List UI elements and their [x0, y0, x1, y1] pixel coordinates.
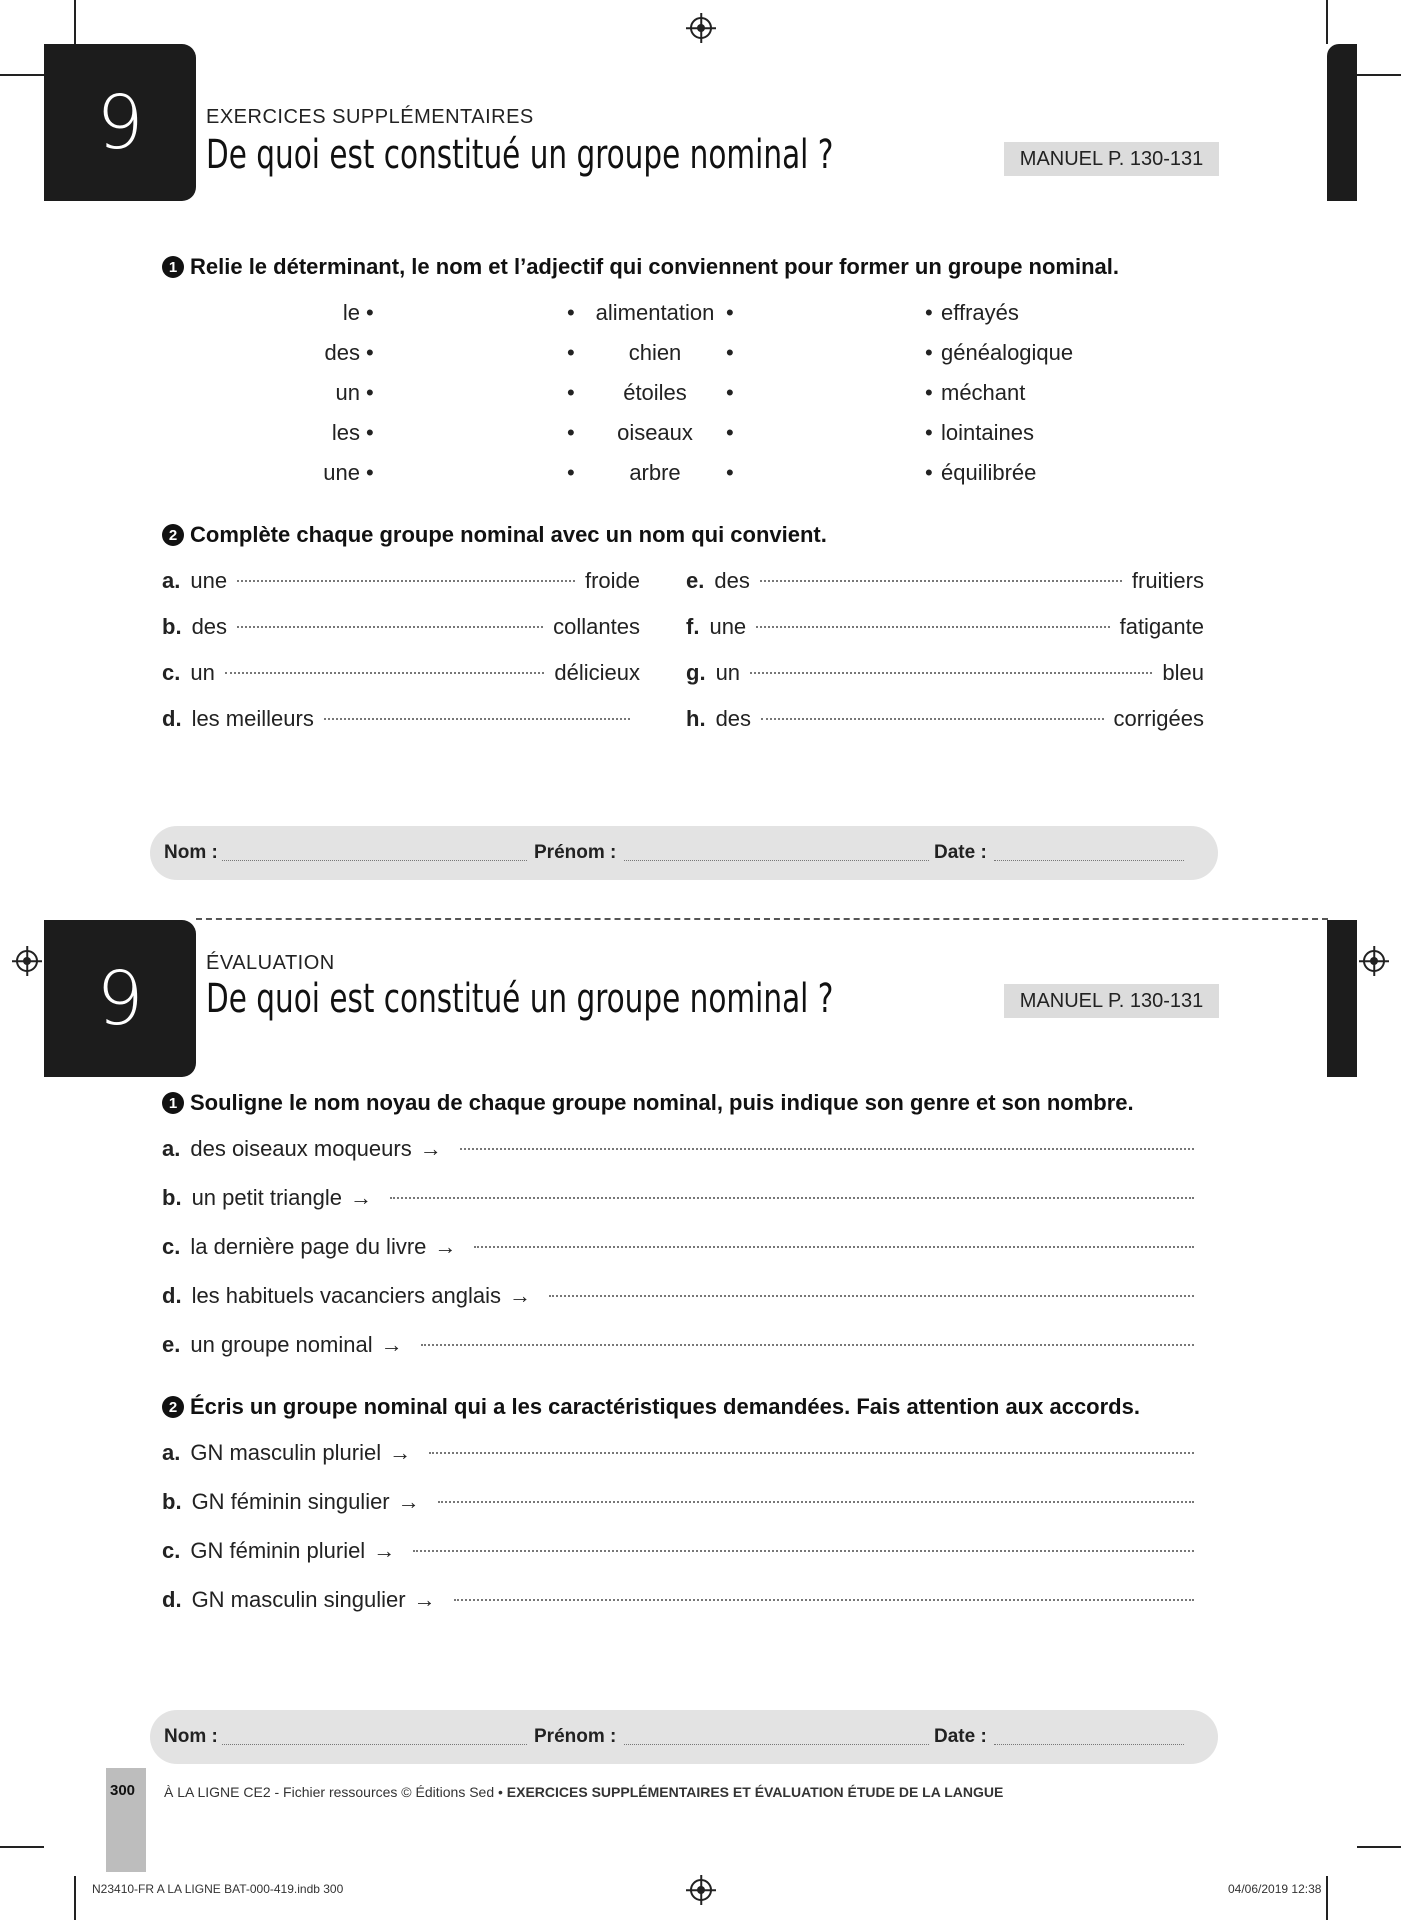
noun-word: chien — [628, 340, 682, 365]
item-letter: f. — [686, 614, 700, 639]
noun-word: alimentation — [595, 300, 715, 325]
item-text: des oiseaux moqueurs — [190, 1136, 412, 1161]
student-info-bar — [150, 1710, 1218, 1764]
answer-blank[interactable] — [438, 1501, 1194, 1503]
noun-word: arbre — [629, 460, 681, 485]
item-letter: e. — [162, 1332, 181, 1357]
item-end-text: froide — [584, 568, 640, 593]
connect-dot[interactable]: • — [567, 300, 575, 325]
item-end-text: fruitiers — [1131, 568, 1204, 593]
fill-in-row — [162, 706, 640, 732]
item-end-text: délicieux — [554, 660, 640, 685]
crop-mark — [74, 0, 76, 44]
connect-dot[interactable]: • — [366, 300, 374, 325]
question-number-icon: 2 — [162, 1396, 184, 1418]
footer-credits — [164, 1784, 1003, 1800]
answer-blank[interactable] — [237, 580, 575, 582]
connect-dot[interactable]: • — [366, 460, 374, 485]
item-text: un groupe nominal — [190, 1332, 373, 1357]
item-letter: b. — [162, 614, 182, 639]
item-letter: c. — [162, 1538, 181, 1563]
manual-reference-badge: MANUEL P. 130-131 — [1004, 984, 1219, 1018]
print-slug: N23410-FR A LA LIGNE BAT-000-419.indb 300 — [92, 1882, 344, 1896]
item-text: la dernière page du livre — [190, 1234, 427, 1259]
arrow-icon: → — [419, 1136, 442, 1161]
question-text: Relie le déterminant, le nom et l’adjectif qui conviennent pour former un groupe nominal. — [190, 254, 1120, 279]
page-number-tab — [106, 1768, 146, 1872]
adjective-word: équilibrée — [941, 460, 1037, 485]
item-letter: d. — [162, 1587, 182, 1612]
connect-dot[interactable]: • — [366, 340, 374, 365]
item-letter: a. — [162, 568, 181, 593]
question-2-heading — [162, 522, 827, 548]
fill-in-row — [686, 706, 1204, 732]
arrow-icon: → — [380, 1332, 403, 1357]
answer-blank[interactable] — [225, 672, 545, 674]
registration-mark-icon — [690, 1879, 712, 1901]
arrow-icon: → — [508, 1283, 531, 1308]
connect-dot[interactable]: • — [567, 420, 575, 445]
answer-blank[interactable] — [429, 1452, 1194, 1454]
question-number-icon: 1 — [162, 1092, 184, 1114]
date-label: Date : — [934, 1726, 987, 1747]
answer-row — [162, 1440, 1204, 1466]
item-letter: h. — [686, 706, 706, 731]
question-1-heading — [162, 254, 1119, 280]
noun-word: étoiles — [623, 380, 687, 405]
connect-dot[interactable]: • — [925, 380, 933, 405]
connect-dot[interactable]: • — [567, 380, 575, 405]
determinant-word: un — [335, 380, 360, 405]
item-start-text: une — [709, 614, 747, 639]
arrow-icon: → — [397, 1489, 420, 1514]
item-text: GN masculin pluriel — [190, 1440, 382, 1465]
date-field[interactable] — [994, 860, 1184, 861]
crop-mark — [1357, 74, 1401, 76]
first-name-field[interactable] — [624, 1744, 929, 1745]
answer-blank[interactable] — [460, 1148, 1194, 1150]
section-kicker: EXERCICES SUPPLÉMENTAIRES — [206, 106, 534, 128]
crop-mark — [1326, 1876, 1328, 1920]
answer-blank[interactable] — [549, 1295, 1194, 1297]
date-label: Date : — [934, 842, 987, 863]
first-name-field[interactable] — [624, 860, 929, 861]
section-kicker: ÉVALUATION — [206, 952, 335, 974]
name-field[interactable] — [222, 1744, 527, 1745]
arrow-icon: → — [434, 1234, 457, 1259]
answer-blank[interactable] — [324, 718, 630, 720]
page-title: De quoi est constitué un groupe nominal ? — [206, 976, 834, 1022]
answer-blank[interactable] — [237, 626, 543, 628]
arrow-icon: → — [389, 1440, 412, 1465]
item-text: GN féminin singulier — [191, 1489, 390, 1514]
arrow-icon: → — [373, 1538, 396, 1563]
item-letter: b. — [162, 1185, 182, 1210]
fill-in-row — [686, 614, 1204, 640]
crop-mark — [74, 1876, 76, 1920]
cut-line — [196, 918, 1328, 920]
determinant-word: des — [324, 340, 360, 365]
manual-reference-badge: MANUEL P. 130-131 — [1004, 142, 1219, 176]
answer-row — [162, 1136, 1204, 1162]
answer-row — [162, 1332, 1204, 1358]
question-text: Souligne le nom noyau de chaque groupe nominal, puis indique son genre et son nombre. — [190, 1090, 1134, 1115]
connect-dot[interactable]: • — [726, 340, 734, 365]
connect-dot[interactable]: • — [366, 380, 374, 405]
item-start-text: des — [714, 568, 750, 593]
question-text: Complète chaque groupe nominal avec un nom qui convient. — [190, 522, 827, 547]
fill-in-row — [686, 568, 1204, 594]
crop-mark — [1357, 1846, 1401, 1848]
question-2-heading — [162, 1394, 1140, 1420]
page-number: 300 — [110, 1782, 136, 1799]
answer-row — [162, 1489, 1204, 1515]
answer-row — [162, 1587, 1204, 1613]
footer-section-title: EXERCICES SUPPLÉMENTAIRES ET ÉVALUATION ÉTUDE DE LA LANGUE — [506, 1784, 1004, 1800]
fill-in-row — [162, 614, 640, 640]
item-start-text: un — [715, 660, 741, 685]
item-letter: c. — [162, 660, 181, 685]
item-letter: c. — [162, 1234, 181, 1259]
question-1-heading — [162, 1090, 1134, 1116]
connect-dot[interactable]: • — [925, 340, 933, 365]
connect-dot[interactable]: • — [567, 340, 575, 365]
determinant-word: le — [342, 300, 360, 325]
answer-blank[interactable] — [454, 1599, 1194, 1601]
item-letter: a. — [162, 1136, 181, 1161]
item-text: GN féminin pluriel — [190, 1538, 366, 1563]
adjective-word: lointaines — [941, 420, 1034, 445]
connect-dot[interactable]: • — [726, 300, 734, 325]
answer-blank[interactable] — [761, 718, 1103, 720]
answer-blank[interactable] — [390, 1197, 1194, 1199]
answer-blank[interactable] — [421, 1344, 1194, 1346]
registration-mark-icon — [1363, 950, 1385, 972]
item-letter: e. — [686, 568, 705, 593]
answer-row — [162, 1185, 1204, 1211]
arrow-icon: → — [413, 1587, 436, 1612]
item-end-text: collantes — [553, 614, 640, 639]
connect-dot[interactable]: • — [726, 420, 734, 445]
crop-mark — [0, 1846, 44, 1848]
item-start-text: des — [191, 614, 228, 639]
connect-dot[interactable]: • — [925, 460, 933, 485]
item-letter: a. — [162, 1440, 181, 1465]
item-text: les habituels vacanciers anglais — [191, 1283, 501, 1308]
registration-mark-icon — [16, 950, 38, 972]
item-letter: g. — [686, 660, 706, 685]
side-tab — [1327, 920, 1357, 1077]
item-start-text: des — [715, 706, 752, 731]
answer-blank[interactable] — [760, 580, 1122, 582]
item-start-text: les meilleurs — [191, 706, 314, 731]
item-start-text: une — [190, 568, 228, 593]
fill-in-row — [686, 660, 1204, 686]
connect-dot[interactable]: • — [726, 380, 734, 405]
connect-dot[interactable]: • — [366, 420, 374, 445]
fill-in-row — [162, 660, 640, 686]
answer-blank[interactable] — [474, 1246, 1194, 1248]
name-label: Nom : — [164, 1726, 218, 1747]
connect-dot[interactable]: • — [925, 420, 933, 445]
registration-mark-icon — [690, 17, 712, 39]
determinant-word: les — [331, 420, 360, 445]
date-field[interactable] — [994, 1744, 1184, 1745]
fill-in-row — [162, 568, 640, 594]
connect-dot[interactable]: • — [567, 460, 575, 485]
crop-mark — [0, 74, 44, 76]
footer-credit-text: À LA LIGNE CE2 - Fichier ressources © Éditions Sed • — [164, 1784, 503, 1800]
answer-row — [162, 1283, 1204, 1309]
question-number-icon: 2 — [162, 524, 184, 546]
student-info-bar — [150, 826, 1218, 880]
name-label: Nom : — [164, 842, 218, 863]
crop-mark — [1326, 0, 1328, 44]
chapter-number-block: 9 — [44, 920, 196, 1077]
item-letter: b. — [162, 1489, 182, 1514]
first-name-label: Prénom : — [534, 842, 617, 863]
connect-dot[interactable]: • — [925, 300, 933, 325]
determinant-word: une — [323, 460, 360, 485]
answer-row — [162, 1234, 1204, 1260]
adjective-word: généalogique — [941, 340, 1074, 365]
item-end-text: bleu — [1162, 660, 1204, 685]
noun-word: oiseaux — [617, 420, 693, 445]
item-text: un petit triangle — [191, 1185, 342, 1210]
arrow-icon: → — [350, 1185, 372, 1210]
item-text: GN masculin singulier — [191, 1587, 406, 1612]
chapter-number-block: 9 — [44, 44, 196, 201]
print-timestamp: 04/06/2019 12:38 — [1228, 1882, 1322, 1896]
question-number-icon: 1 — [162, 256, 184, 278]
answer-blank[interactable] — [750, 672, 1152, 674]
adjective-word: effrayés — [941, 300, 1019, 325]
first-name-label: Prénom : — [534, 1726, 617, 1747]
adjective-word: méchant — [941, 380, 1026, 405]
item-end-text: fatigante — [1119, 614, 1204, 639]
answer-row — [162, 1538, 1204, 1564]
item-letter: d. — [162, 1283, 182, 1308]
name-field[interactable] — [222, 860, 527, 861]
answer-blank[interactable] — [756, 626, 1109, 628]
side-tab — [1327, 44, 1357, 201]
item-end-text: corrigées — [1113, 706, 1204, 731]
item-letter: d. — [162, 706, 182, 731]
question-text: Écris un groupe nominal qui a les caractéristiques demandées. Fais attention aux accords. — [190, 1394, 1140, 1419]
connect-dot[interactable]: • — [726, 460, 734, 485]
answer-blank[interactable] — [413, 1550, 1194, 1552]
item-start-text: un — [190, 660, 215, 685]
page-title: De quoi est constitué un groupe nominal ? — [206, 132, 834, 178]
